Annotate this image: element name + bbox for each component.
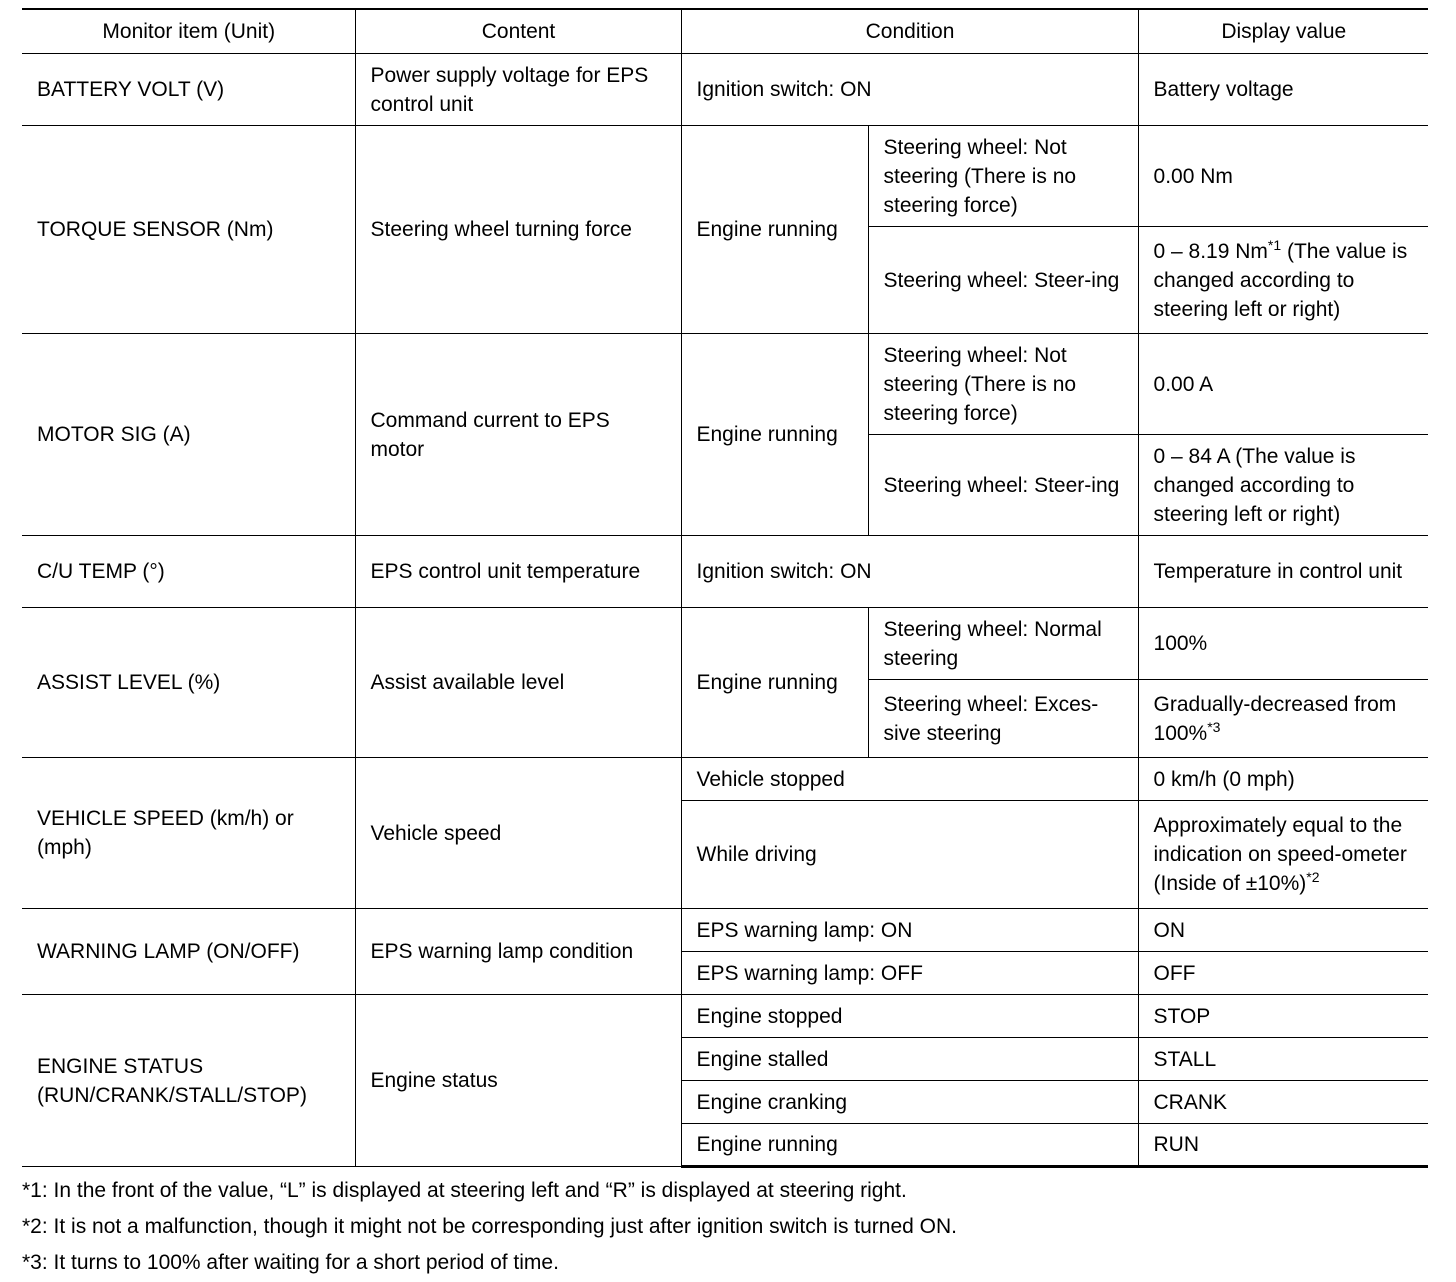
header-monitor-item: Monitor item (Unit): [22, 9, 355, 54]
display-value-cell: 0 km/h (0 mph): [1138, 758, 1428, 801]
header-display-value: Display value: [1138, 9, 1428, 54]
footnote-ref: *3: [1207, 718, 1221, 735]
table-row: [22, 608, 1428, 680]
condition-cell: Vehicle stopped: [681, 758, 1138, 801]
display-value-cell: [1138, 227, 1428, 334]
value-text: Gradually-decreased from 100%: [1153, 692, 1397, 745]
sub-condition-cell: Steering wheel: Steer-ing: [868, 435, 1138, 536]
footnote-ref: *2: [1306, 869, 1320, 885]
monitor-item-cell: ENGINE STATUS (RUN/CRANK/STALL/STOP): [22, 995, 355, 1167]
content-cell: Command current to EPS motor: [355, 334, 681, 536]
condition-cell: Engine running: [681, 126, 868, 334]
display-value-cell: [1138, 680, 1428, 758]
condition-cell: Engine stalled: [681, 1038, 1138, 1081]
sub-condition-cell: Steering wheel: Not steering (There is no steering force): [868, 334, 1138, 435]
sub-condition-cell: Steering wheel: Not steering (There is no steering force): [868, 126, 1138, 227]
condition-cell: EPS warning lamp: ON: [681, 909, 1138, 952]
display-value-cell: Temperature in control unit: [1138, 536, 1428, 608]
condition-cell: While driving: [681, 801, 1138, 909]
table-row: [22, 126, 1428, 227]
table-row: [22, 536, 1428, 608]
display-value-cell: Battery voltage: [1138, 54, 1428, 126]
table-row: [22, 54, 1428, 126]
condition-cell: EPS warning lamp: OFF: [681, 952, 1138, 995]
monitor-item-cell: C/U TEMP (°): [22, 536, 355, 608]
sub-condition-cell: Steering wheel: Steer-ing: [868, 227, 1138, 334]
table-row: [22, 334, 1428, 435]
monitor-item-table-container: [22, 8, 1428, 1281]
header-row: [22, 9, 1428, 54]
display-value-cell: 100%: [1138, 608, 1428, 680]
footnote-3: *3: It turns to 100% after waiting for a short period of time.: [22, 1251, 559, 1274]
footnote-2: *2: It is not a malfunction, though it might not be corresponding just after ignition switch is turned ON.: [22, 1215, 957, 1238]
footnotes: [22, 1173, 1428, 1281]
condition-cell: Engine stopped: [681, 995, 1138, 1038]
content-cell: EPS warning lamp condition: [355, 909, 681, 995]
display-value-cell: 0 – 84 A (The value is changed according to steering left or right): [1138, 435, 1428, 536]
display-value-cell: STALL: [1138, 1038, 1428, 1081]
table-row: [22, 995, 1428, 1038]
display-value-cell: ON: [1138, 909, 1428, 952]
display-value-cell: STOP: [1138, 995, 1428, 1038]
content-cell: Assist available level: [355, 608, 681, 758]
content-cell: Engine status: [355, 995, 681, 1167]
footnote-1: *1: In the front of the value, “L” is displayed at steering left and “R” is displayed at steering right.: [22, 1179, 907, 1202]
header-content: Content: [355, 9, 681, 54]
content-cell: Vehicle speed: [355, 758, 681, 909]
condition-cell: Engine cranking: [681, 1081, 1138, 1124]
monitor-item-cell: TORQUE SENSOR (Nm): [22, 126, 355, 334]
condition-cell: Engine running: [681, 1124, 1138, 1167]
table-row: [22, 909, 1428, 952]
display-value-cell: OFF: [1138, 952, 1428, 995]
condition-cell: Engine running: [681, 608, 868, 758]
condition-cell: Ignition switch: ON: [681, 536, 1138, 608]
monitor-item-cell: WARNING LAMP (ON/OFF): [22, 909, 355, 995]
value-text: (The value is changed according to steering left or right): [1153, 239, 1408, 321]
content-cell: Steering wheel turning force: [355, 126, 681, 334]
monitor-item-cell: VEHICLE SPEED (km/h) or (mph): [22, 758, 355, 909]
display-value-cell: RUN: [1138, 1124, 1428, 1167]
display-value-cell: [1138, 801, 1428, 909]
sub-condition-cell: Steering wheel: Normal steering: [868, 608, 1138, 680]
monitor-item-cell: BATTERY VOLT (V): [22, 54, 355, 126]
content-cell: Power supply voltage for EPS control unit: [355, 54, 681, 126]
condition-cell: Ignition switch: ON: [681, 54, 1138, 126]
monitor-item-cell: MOTOR SIG (A): [22, 334, 355, 536]
sub-condition-cell: Steering wheel: Exces-sive steering: [868, 680, 1138, 758]
content-cell: EPS control unit temperature: [355, 536, 681, 608]
table-row: [22, 758, 1428, 801]
value-text: 0 – 8.19 Nm: [1153, 239, 1268, 263]
footnote-ref: *1: [1267, 236, 1282, 253]
monitor-item-table: [22, 8, 1428, 1168]
monitor-item-cell: ASSIST LEVEL (%): [22, 608, 355, 758]
value-text: Approximately equal to the indication on speed-ometer (Inside of ±10%): [1153, 814, 1407, 895]
display-value-cell: 0.00 Nm: [1138, 126, 1428, 227]
display-value-cell: 0.00 A: [1138, 334, 1428, 435]
condition-cell: Engine running: [681, 334, 868, 536]
header-condition: Condition: [681, 9, 1138, 54]
display-value-cell: CRANK: [1138, 1081, 1428, 1124]
